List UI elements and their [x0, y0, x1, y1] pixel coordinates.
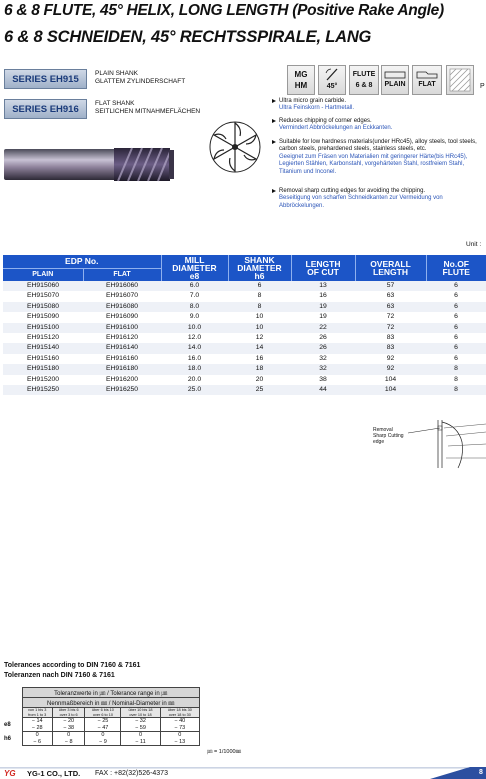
- table-cell: EH916160: [105, 354, 139, 362]
- bullet-triangle-icon: [272, 140, 276, 144]
- table-cell: 8: [454, 375, 458, 383]
- table-cell: 6: [228, 281, 291, 291]
- nominal-range-cell: über 6 bis 10 over 6 to 10: [85, 708, 121, 718]
- header-shank-diameter: SHANK DIAMETER h6: [228, 255, 291, 281]
- series-eh916-desc: FLAT SHANK SEITLICHEN MITNAHMEFLÄCHEN: [95, 100, 201, 115]
- helix-icon: 45°: [318, 65, 346, 95]
- header-length-of-cut: LENGTH OF CUT: [291, 255, 355, 281]
- table-cell: 8.0: [161, 302, 228, 312]
- table-cell: 10: [255, 313, 264, 321]
- table-cell: EH916250: [83, 385, 161, 395]
- plain-shank-graphic-icon: [384, 71, 406, 79]
- cutting-edge-callout: Removal Sharp Cutting edge: [373, 427, 404, 445]
- table-cell: EH915090: [26, 313, 60, 321]
- table-cell: EH915160: [26, 354, 60, 362]
- micron-note: ㎛ = 1/1000㎜: [207, 749, 242, 755]
- table-cell: 26: [291, 343, 355, 353]
- table-cell: 16.0: [187, 354, 202, 362]
- table-row: [3, 364, 486, 374]
- table-cell: 9.0: [189, 313, 200, 321]
- table-cell: 7.0: [189, 292, 200, 300]
- table-row: [3, 375, 486, 385]
- header-flat: FLAT: [83, 268, 161, 281]
- table-cell: 92: [386, 354, 395, 362]
- table-cell: 72: [386, 313, 395, 321]
- table-cell: 19: [319, 313, 327, 321]
- page-number: 8: [479, 769, 483, 776]
- table-row: [3, 281, 486, 291]
- tolerance-value-cell: − 25 − 47: [85, 718, 121, 732]
- table-cell: EH916180: [83, 364, 161, 374]
- flat-shank-icon: FLAT: [412, 65, 442, 95]
- table-cell: 12.0: [187, 334, 202, 342]
- table-cell: 6: [426, 343, 486, 353]
- table-cell: 13: [291, 281, 355, 291]
- tolerance-row-h6: [4, 732, 200, 746]
- table-cell: EH915060: [3, 281, 83, 291]
- tolerance-row-label: e8: [4, 721, 11, 728]
- bullet-triangle-icon: [272, 119, 276, 123]
- table-row: [3, 385, 486, 395]
- end-mill-image: [4, 130, 176, 200]
- tolerance-value-cell: − 20 − 38: [52, 718, 85, 732]
- header-overall-length: OVERALL LENGTH: [355, 255, 426, 281]
- series-eh915-desc: PLAIN SHANK GLATTEM ZYLINDERSCHAFT: [95, 70, 186, 85]
- table-cell: EH916070: [105, 292, 139, 300]
- table-row: [3, 291, 486, 301]
- flat-shank-graphic-icon: [416, 71, 438, 79]
- tolerance-value-cell: 0 − 11: [121, 732, 160, 746]
- table-cell: 18: [228, 364, 291, 374]
- feature-list: [271, 98, 486, 228]
- feature-item: Ultra micro grain carbide. Ultra Feinskorn - Hartmetall.: [271, 98, 486, 113]
- table-cell: 6: [426, 281, 486, 291]
- edp-table: [3, 255, 486, 395]
- table-cell: EH916140: [83, 343, 161, 353]
- table-cell: 22: [291, 323, 355, 333]
- table-row: [3, 312, 486, 322]
- material-icon: MG HM: [287, 65, 315, 95]
- yg-logo: YG: [4, 769, 16, 778]
- tolerance-range-header: Toleranzwerte in ㎛ / Tolerance range in ㎛: [22, 688, 200, 698]
- table-cell: 20.0: [187, 375, 202, 383]
- table-row: [3, 333, 486, 343]
- table-cell: EH915140: [3, 343, 83, 353]
- table-row: [3, 302, 486, 312]
- table-cell: 12: [255, 334, 264, 342]
- table-row: [3, 323, 486, 333]
- table-cell: EH915120: [26, 334, 60, 342]
- feature-item: Removal sharp cutting edges for avoiding the chipping. Beseitigung von scharfen Schneidkanten zur Vermeidung von Abbröckelungen.: [271, 188, 486, 210]
- tolerance-ranges-row: [4, 708, 200, 718]
- table-cell: 8: [228, 302, 291, 312]
- nominal-range-cell: von 1 bis 3 from 1 to 3: [22, 708, 52, 718]
- table-cell: 6: [454, 334, 458, 342]
- table-cell: 16: [255, 354, 264, 362]
- feature-item: Reduces chipping of corner edges. Vermindert Abbröckelungen an Eckkanten.: [271, 118, 486, 133]
- unit-label: Unit :: [466, 241, 482, 248]
- tolerance-value-cell: 0 − 13: [160, 732, 199, 746]
- table-cell: 8: [426, 385, 486, 395]
- flute-count-icon: FLUTE 6 & 8: [349, 65, 379, 95]
- table-cell: EH916080: [83, 302, 161, 312]
- table-cell: 6: [426, 302, 486, 312]
- table-cell: 32: [291, 364, 355, 374]
- table-row: [3, 354, 486, 364]
- page-title-de: 6 & 8 SCHNEIDEN, 45° RECHTSSPIRALE, LANG: [4, 28, 372, 46]
- table-cell: 32: [319, 354, 327, 362]
- table-cell: 38: [319, 375, 327, 383]
- table-cell: EH915070: [26, 292, 60, 300]
- table-cell: EH915250: [3, 385, 83, 395]
- tolerance-value-cell: − 40 − 73: [160, 718, 199, 732]
- bullet-triangle-icon: [272, 99, 276, 103]
- table-cell: 72: [355, 323, 426, 333]
- table-cell: 25: [228, 385, 291, 395]
- nominal-range-cell: über 3 bis 6 over 3 to 6: [52, 708, 85, 718]
- header-plain: PLAIN: [3, 268, 83, 281]
- table-cell: 6: [426, 323, 486, 333]
- series-eh915-badge: SERIES EH915: [4, 69, 87, 89]
- table-row: [3, 343, 486, 353]
- table-cell: EH916060: [83, 281, 161, 291]
- table-cell: 10.0: [161, 323, 228, 333]
- nominal-diameter-header: Nennmaßbereich in ㎜ / Nominal-Diameter in ㎜: [22, 698, 200, 708]
- table-cell: 19: [291, 302, 355, 312]
- end-view-icon: [204, 116, 266, 178]
- table-cell: 83: [355, 343, 426, 353]
- nominal-range-cell: über 10 bis 18 over 10 to 18: [121, 708, 160, 718]
- helix-graphic-icon: [323, 68, 341, 81]
- table-cell: 6: [454, 292, 458, 300]
- hatched-material-icon: [447, 66, 473, 94]
- table-cell: 6.0: [161, 281, 228, 291]
- table-cell: EH915180: [3, 364, 83, 374]
- table-cell: EH915080: [3, 302, 83, 312]
- header-mill-diameter: MILL DIAMETER e8: [161, 255, 228, 281]
- table-cell: 20: [255, 375, 264, 383]
- edp-table-body: [3, 281, 486, 395]
- series-eh916-badge: SERIES EH916: [4, 99, 87, 119]
- table-cell: 104: [384, 375, 397, 383]
- table-cell: 18.0: [161, 364, 228, 374]
- tolerance-row-label: h6: [4, 735, 12, 742]
- table-cell: EH915200: [26, 375, 60, 383]
- table-cell: 10: [228, 323, 291, 333]
- page-title-en: 6 & 8 FLUTE, 45° HELIX, LONG LENGTH (Positive Rake Angle): [4, 2, 444, 19]
- plain-shank-icon: PLAIN: [381, 65, 409, 95]
- tolerance-row-e8: [4, 718, 200, 732]
- tolerance-value-cell: 0 − 9: [85, 732, 121, 746]
- table-cell: 57: [355, 281, 426, 291]
- table-cell: 44: [291, 385, 355, 395]
- table-cell: 104: [355, 385, 426, 395]
- nominal-range-cell: über 18 bis 30 over 18 to 30: [160, 708, 199, 718]
- table-cell: 25.0: [161, 385, 228, 395]
- material-code-label: P: [480, 83, 485, 90]
- table-cell: 14.0: [161, 343, 228, 353]
- feature-item: Suitable for low hardness materials(under HRc45), alloy steels, tool steels, carbon steels, prehardened steels, stainless steels, etc. Geeignet zum Fräsen von Materialien mit geringerer Härte(bis HRc45), Legierten Stählen, Karbonstahl, vorgehärteten Stahl, rostfreiem Stahl, Titanium und Inconel.: [271, 139, 486, 176]
- table-cell: EH916200: [105, 375, 139, 383]
- table-cell: 8: [257, 292, 262, 300]
- company-name: YG-1 CO., LTD.: [27, 769, 81, 778]
- table-cell: 83: [386, 334, 395, 342]
- table-cell: EH916120: [105, 334, 139, 342]
- table-cell: 16: [319, 292, 327, 300]
- tolerance-title-de: Toleranzen nach DIN 7160 & 7161: [4, 672, 115, 679]
- tolerance-table: [4, 687, 200, 746]
- table-cell: EH916100: [83, 323, 161, 333]
- table-cell: 63: [355, 302, 426, 312]
- tolerance-title-en: Tolerances according to DIN 7160 & 7161: [4, 662, 141, 669]
- tolerance-value-cell: 0 − 6: [22, 732, 52, 746]
- table-cell: 63: [386, 292, 395, 300]
- table-cell: 6: [454, 354, 458, 362]
- tolerance-value-cell: 0 − 8: [52, 732, 85, 746]
- fax-number: FAX : +82(32)526-4373: [95, 770, 168, 777]
- table-cell: 8: [426, 364, 486, 374]
- table-cell: 6: [454, 313, 458, 321]
- bullet-triangle-icon: [272, 189, 276, 193]
- tolerance-value-cell: − 14 − 28: [22, 718, 52, 732]
- header-no-of-flute: No.OF FLUTE: [426, 255, 486, 281]
- table-cell: EH916090: [105, 313, 139, 321]
- header-edp: EDP No.: [3, 255, 161, 268]
- tolerance-value-cell: − 32 − 59: [121, 718, 160, 732]
- table-cell: 26: [319, 334, 327, 342]
- table-cell: 92: [355, 364, 426, 374]
- workpiece-material-icon: [446, 65, 474, 95]
- table-cell: EH915100: [3, 323, 83, 333]
- table-cell: 14: [228, 343, 291, 353]
